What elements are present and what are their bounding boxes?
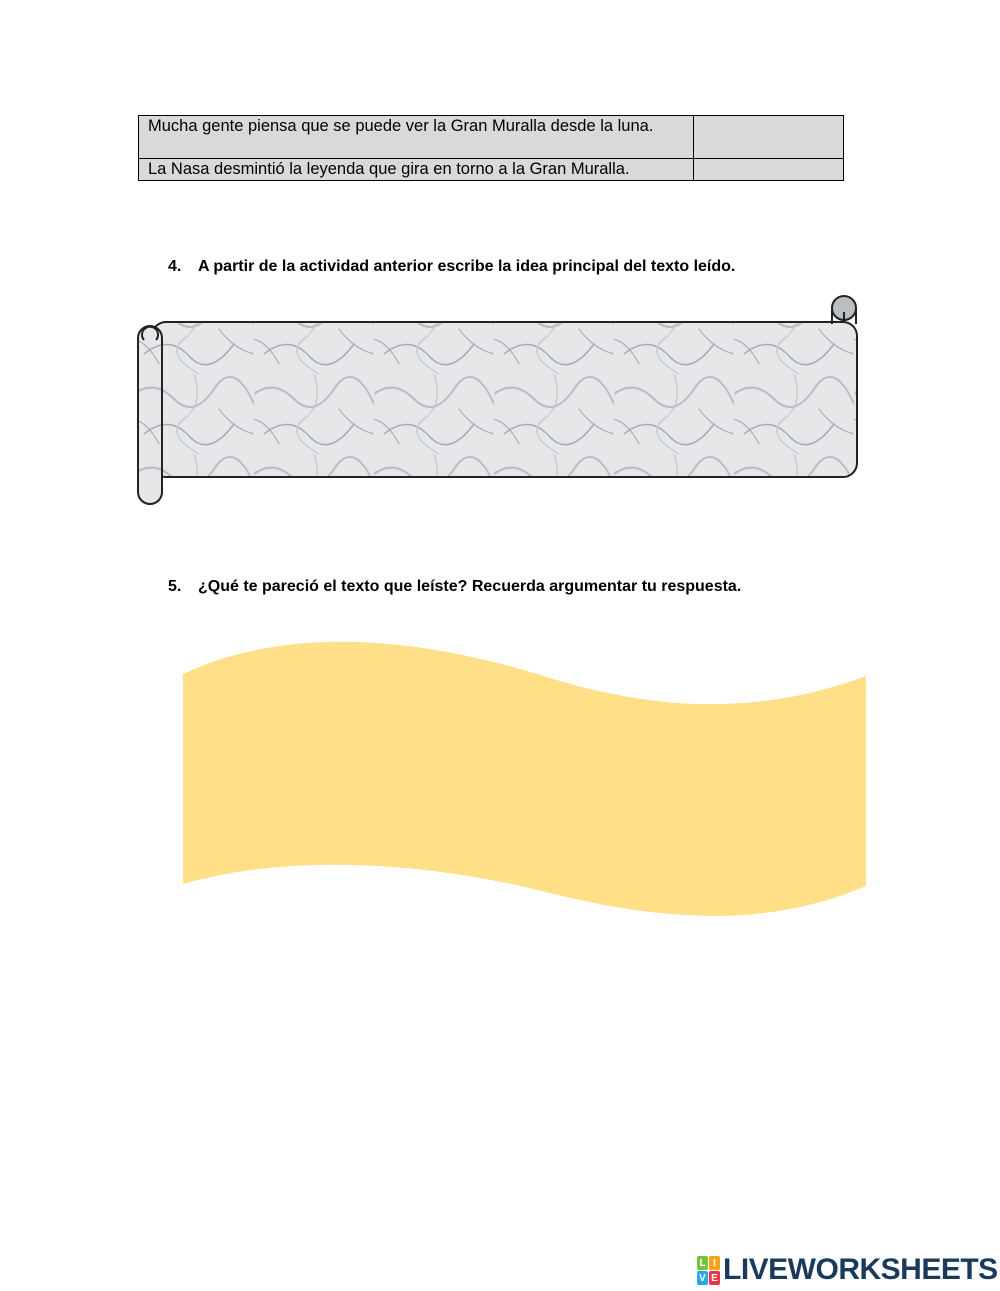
statements-table [138,115,844,181]
answer-cell[interactable] [694,116,844,159]
question-number: 4. [168,258,182,275]
table-row [139,116,844,159]
question-number: 5. [168,578,182,595]
answer-cell[interactable] [694,159,844,181]
opinion-answer-field[interactable] [196,700,856,874]
liveworksheets-logo [697,1254,998,1286]
statement-cell: La Nasa desmintió la leyenda que gira en torno a la Gran Muralla. [139,159,694,181]
logo-text: LIVEWORKSHEETS [723,1253,998,1286]
table-row [139,159,844,181]
question-5 [168,578,741,596]
question-4 [168,258,735,276]
main-idea-answer-field[interactable] [168,326,852,476]
statement-cell: Mucha gente piensa que se puede ver la Gran Muralla desde la luna. [139,116,694,159]
question-text: ¿Qué te pareció el texto que leíste? Recuerda argumentar tu respuesta. [198,578,742,595]
logo-mark-icon: L I V E [697,1256,719,1284]
question-text: A partir de la actividad anterior escribe la idea principal del texto leído. [198,258,736,275]
